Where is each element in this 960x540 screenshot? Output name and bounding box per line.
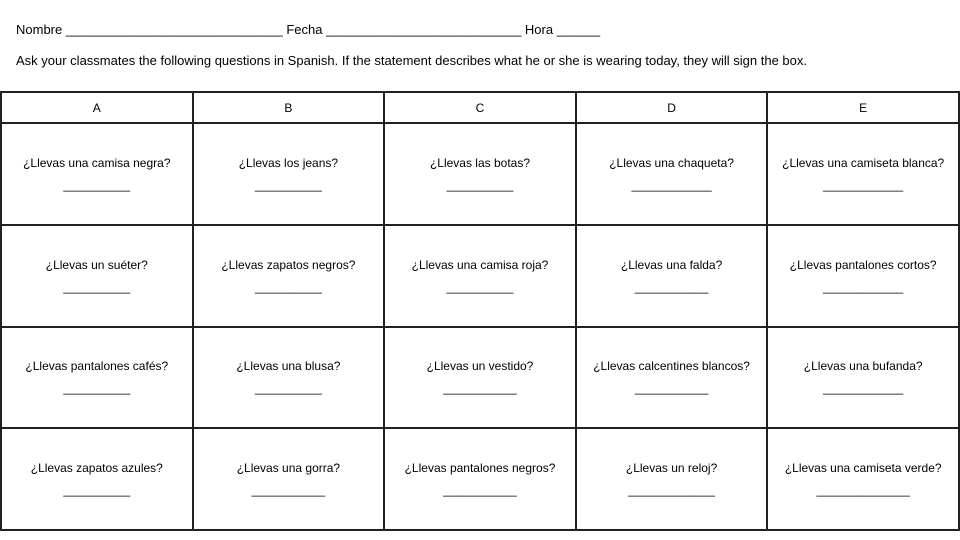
question-cell[interactable] bbox=[767, 123, 959, 225]
question-cell[interactable] bbox=[384, 428, 576, 530]
table-row bbox=[1, 123, 959, 225]
signature-blank: __________ bbox=[446, 177, 514, 192]
question-text: ¿Llevas una chaqueta? bbox=[609, 155, 734, 170]
question-text: ¿Llevas una camiseta blanca? bbox=[782, 155, 945, 170]
signature-blank: ______________ bbox=[816, 483, 910, 498]
question-text: ¿Llevas pantalones cortos? bbox=[789, 257, 937, 272]
signature-blank: __________ bbox=[63, 381, 131, 396]
signature-blank: ____________ bbox=[823, 381, 904, 396]
question-cell[interactable] bbox=[576, 327, 768, 429]
question-cell[interactable] bbox=[767, 327, 959, 429]
question-text: ¿Llevas pantalones cafés? bbox=[25, 359, 169, 374]
signature-blank: __________ bbox=[255, 177, 322, 192]
question-cell[interactable] bbox=[767, 225, 959, 327]
signature-blank: __________ bbox=[255, 279, 322, 294]
signature-grid bbox=[0, 91, 960, 531]
signature-blank: __________ bbox=[63, 177, 131, 192]
name-date-hour-line: Nombre ______________________________ Fecha ___________________________ Hora ______ bbox=[16, 22, 601, 37]
signature-blank: __________ bbox=[63, 483, 131, 498]
signature-blank: __________ bbox=[255, 381, 322, 396]
question-cell[interactable] bbox=[193, 327, 385, 429]
column-header-d: D bbox=[576, 92, 768, 123]
question-text: ¿Llevas los jeans? bbox=[238, 155, 339, 170]
question-cell[interactable] bbox=[1, 428, 193, 530]
table-row bbox=[1, 428, 959, 530]
signature-blank: _____________ bbox=[628, 483, 715, 498]
question-cell[interactable] bbox=[576, 428, 768, 530]
question-text: ¿Llevas zapatos azules? bbox=[30, 461, 163, 476]
instructions-text: Ask your classmates the following questions in Spanish. If the statement describes what he or she is wearing today, they will sign the box. bbox=[16, 53, 808, 68]
column-header-a: A bbox=[1, 92, 193, 123]
signature-blank: ____________ bbox=[823, 279, 904, 294]
signature-blank: ____________ bbox=[823, 177, 904, 192]
column-header-e: E bbox=[767, 92, 959, 123]
question-text: ¿Llevas una camisa negra? bbox=[23, 155, 171, 170]
signature-blank: ___________ bbox=[443, 483, 517, 498]
question-cell[interactable] bbox=[767, 428, 959, 530]
question-text: ¿Llevas una falda? bbox=[620, 257, 723, 272]
question-cell[interactable] bbox=[1, 123, 193, 225]
signature-blank: ___________ bbox=[443, 381, 517, 396]
question-text: ¿Llevas un vestido? bbox=[426, 359, 534, 374]
question-cell[interactable] bbox=[193, 225, 385, 327]
signature-blank: ____________ bbox=[631, 177, 712, 192]
signature-blank: ___________ bbox=[251, 483, 326, 498]
column-header-b: B bbox=[193, 92, 385, 123]
question-text: ¿Llevas una blusa? bbox=[236, 359, 341, 374]
signature-blank: ___________ bbox=[634, 279, 709, 294]
question-text: ¿Llevas pantalones negros? bbox=[404, 461, 556, 476]
signature-blank: __________ bbox=[446, 279, 514, 294]
column-header-row bbox=[1, 92, 959, 123]
question-cell[interactable] bbox=[1, 327, 193, 429]
question-text: ¿Llevas una bufanda? bbox=[803, 359, 923, 374]
signature-blank: __________ bbox=[63, 279, 131, 294]
question-text: ¿Llevas una camisa roja? bbox=[411, 257, 549, 272]
question-text: ¿Llevas un reloj? bbox=[625, 461, 718, 476]
question-cell[interactable] bbox=[384, 123, 576, 225]
signature-blank: ___________ bbox=[634, 381, 709, 396]
question-cell[interactable] bbox=[193, 428, 385, 530]
column-header-c: C bbox=[384, 92, 576, 123]
question-text: ¿Llevas zapatos negros? bbox=[221, 257, 356, 272]
question-text: ¿Llevas una gorra? bbox=[236, 461, 341, 476]
question-cell[interactable] bbox=[384, 225, 576, 327]
table-row bbox=[1, 225, 959, 327]
question-text: ¿Llevas una camiseta verde? bbox=[784, 461, 942, 476]
question-cell[interactable] bbox=[1, 225, 193, 327]
question-text: ¿Llevas las botas? bbox=[429, 155, 531, 170]
question-text: ¿Llevas calcentines blancos? bbox=[593, 359, 750, 374]
table-row bbox=[1, 327, 959, 429]
question-cell[interactable] bbox=[384, 327, 576, 429]
question-cell[interactable] bbox=[193, 123, 385, 225]
question-text: ¿Llevas un suéter? bbox=[45, 257, 148, 272]
question-cell[interactable] bbox=[576, 225, 768, 327]
question-cell[interactable] bbox=[576, 123, 768, 225]
